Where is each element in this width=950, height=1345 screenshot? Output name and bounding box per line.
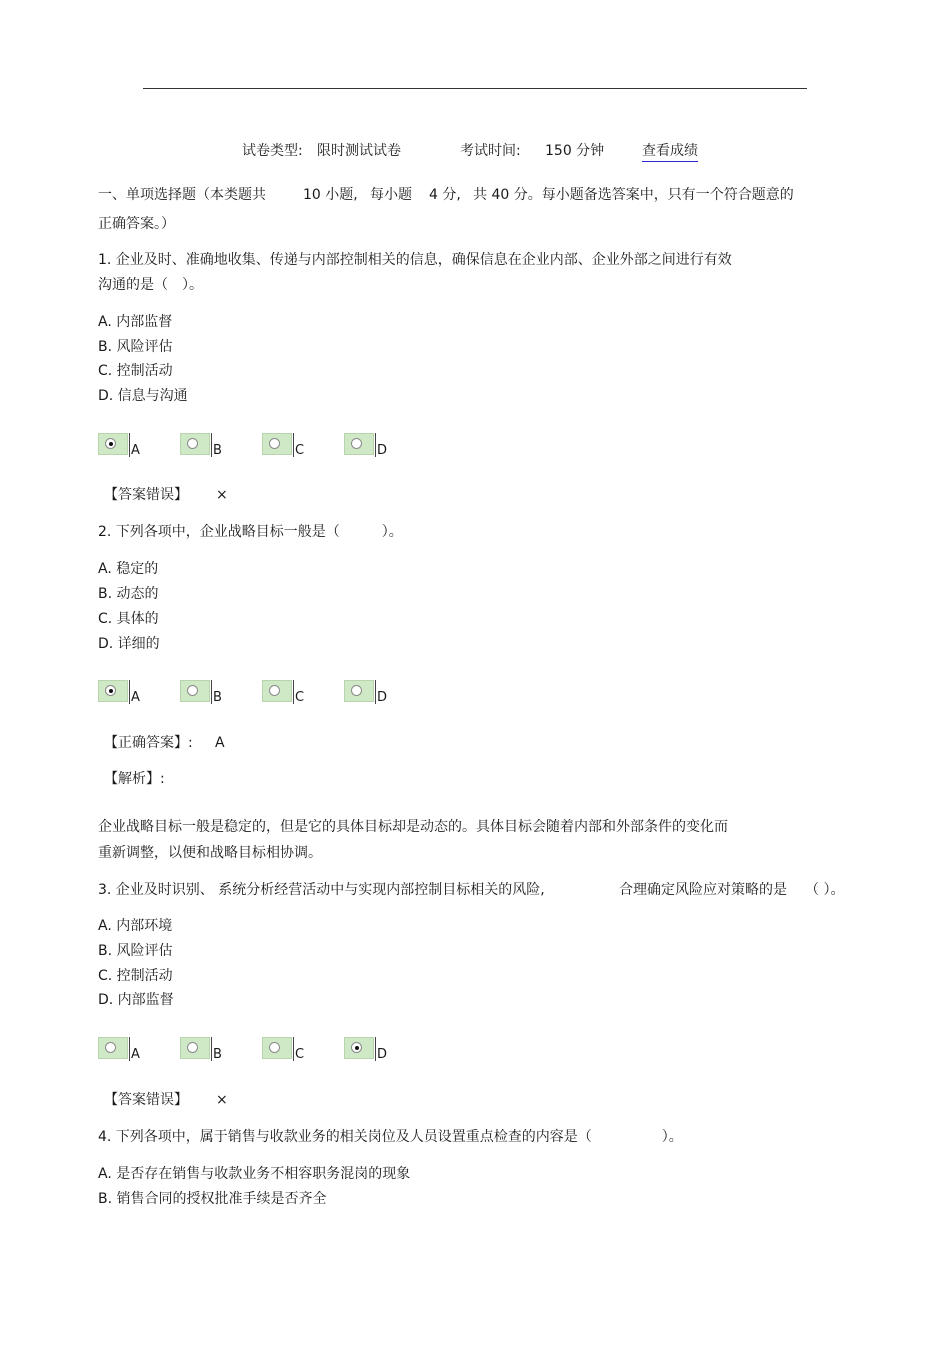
question-3-option-a: A. 内部环境 xyxy=(98,918,173,934)
radio-label-c: C xyxy=(295,1047,305,1062)
radio-separator xyxy=(375,680,376,704)
radio-button-background xyxy=(98,433,128,455)
radio-label-d: D xyxy=(377,690,388,705)
question-3-stem-part3: （ ）。 xyxy=(805,882,845,898)
radio-separator xyxy=(293,1037,294,1061)
question-2-radio-b[interactable] xyxy=(180,680,228,708)
radio-unselected-icon xyxy=(187,685,198,696)
radio-label-a: A xyxy=(131,443,140,458)
paper-type-value: 限时测试试卷 xyxy=(317,143,401,159)
radio-separator xyxy=(375,1037,376,1061)
question-3-stem-part1: 3. 企业及时识别、 系统分析经营活动中与实现内部控制目标相关的风险, xyxy=(98,882,545,898)
radio-selected-icon xyxy=(351,1042,362,1053)
question-2-radio-c[interactable] xyxy=(262,680,310,708)
section-intro-part2: 每小题 xyxy=(370,187,412,203)
exam-time-label: 考试时间: xyxy=(460,143,521,159)
question-2-correct-value: A xyxy=(215,735,225,751)
question-1-option-d: D. 信息与沟通 xyxy=(98,388,188,404)
question-3-option-c: C. 控制活动 xyxy=(98,968,173,984)
question-1-radio-b[interactable] xyxy=(180,433,228,461)
question-1-stem-line2: 沟通的是（ ）。 xyxy=(98,277,203,293)
question-2-option-c: C. 具体的 xyxy=(98,611,159,627)
radio-unselected-icon xyxy=(187,438,198,449)
question-3-wrong-mark: × xyxy=(216,1092,228,1108)
question-3-radio-c[interactable] xyxy=(262,1037,310,1065)
question-2-option-d: D. 详细的 xyxy=(98,636,160,652)
radio-unselected-icon xyxy=(269,685,280,696)
question-3-radio-d[interactable] xyxy=(344,1037,392,1065)
radio-button-background xyxy=(98,680,128,702)
question-3-answer-choices xyxy=(98,1037,418,1065)
radio-separator xyxy=(211,433,212,457)
view-score-link[interactable]: 查看成绩 xyxy=(642,143,698,162)
section-intro-part3: 共 40 分。每小题备选答案中，只有一个符合题意的 xyxy=(473,187,794,203)
question-3-option-b: B. 风险评估 xyxy=(98,943,173,959)
question-1-option-a: A. 内部监督 xyxy=(98,314,173,330)
exam-time-value: 150 分钟 xyxy=(545,143,605,159)
radio-separator xyxy=(211,1037,212,1061)
radio-unselected-icon xyxy=(351,685,362,696)
question-3-option-d: D. 内部监督 xyxy=(98,992,174,1008)
radio-separator xyxy=(293,433,294,457)
radio-dot-icon xyxy=(355,1046,359,1050)
radio-unselected-icon xyxy=(187,1042,198,1053)
radio-label-b: B xyxy=(213,443,222,458)
question-4-stem: 4. 下列各项中，属于销售与收款业务的相关岗位及人员设置重点检查的内容是（ ）。 xyxy=(98,1129,683,1145)
radio-button-background xyxy=(180,680,210,702)
question-3-radio-b[interactable] xyxy=(180,1037,228,1065)
section-intro-part1: 一、单项选择题（本类题共 xyxy=(98,187,266,203)
radio-label-a: A xyxy=(131,1047,140,1062)
radio-button-background xyxy=(180,1037,210,1059)
question-1-radio-a[interactable] xyxy=(98,433,146,461)
question-2-radio-a[interactable] xyxy=(98,680,146,708)
radio-button-background xyxy=(344,1037,374,1059)
radio-button-background xyxy=(262,433,292,455)
radio-button-background xyxy=(262,680,292,702)
question-2-option-b: B. 动态的 xyxy=(98,586,159,602)
radio-button-background xyxy=(344,433,374,455)
question-3-stem-part2: 合理确定风险应对策略的是 xyxy=(619,882,787,898)
question-1-result-label: 【答案错误】 xyxy=(104,487,188,503)
section-points: 4 分, xyxy=(429,187,461,203)
top-divider xyxy=(143,88,807,89)
radio-separator xyxy=(129,433,130,457)
question-1-stem-line1: 1. 企业及时、准确地收集、传递与内部控制相关的信息，确保信息在企业内部、企业外部之间进行有效 xyxy=(98,252,732,268)
question-4-option-b: B. 销售合同的授权批准手续是否齐全 xyxy=(98,1191,327,1207)
question-1-option-c: C. 控制活动 xyxy=(98,363,173,379)
question-2-stem: 2. 下列各项中，企业战略目标一般是（ ）。 xyxy=(98,524,403,540)
radio-button-background xyxy=(262,1037,292,1059)
radio-label-a: A xyxy=(131,690,140,705)
question-1-answer-choices xyxy=(98,433,418,461)
radio-label-c: C xyxy=(295,443,305,458)
question-2-correct-label: 【正确答案】: xyxy=(104,735,193,751)
radio-label-c: C xyxy=(295,690,305,705)
radio-separator xyxy=(129,680,130,704)
radio-selected-icon xyxy=(105,685,116,696)
radio-separator xyxy=(129,1037,130,1061)
question-2-answer-choices xyxy=(98,680,418,708)
radio-dot-icon xyxy=(109,442,113,446)
radio-unselected-icon xyxy=(269,1042,280,1053)
section-intro-line2: 正确答案。） xyxy=(98,216,175,232)
question-1-option-b: B. 风险评估 xyxy=(98,339,173,355)
radio-separator xyxy=(211,680,212,704)
question-2-analysis-label: 【解析】: xyxy=(104,771,165,787)
question-2-analysis-line2: 重新调整，以便和战略目标相协调。 xyxy=(98,845,322,861)
radio-label-d: D xyxy=(377,1047,388,1062)
radio-label-b: B xyxy=(213,1047,222,1062)
radio-button-background xyxy=(98,1037,128,1059)
question-3-radio-a[interactable] xyxy=(98,1037,146,1065)
radio-label-b: B xyxy=(213,690,222,705)
radio-button-background xyxy=(180,433,210,455)
question-3-result-label: 【答案错误】 xyxy=(104,1092,188,1108)
question-1-radio-c[interactable] xyxy=(262,433,310,461)
radio-selected-icon xyxy=(105,438,116,449)
question-2-analysis-line1: 企业战略目标一般是稳定的，但是它的具体目标却是动态的。具体目标会随着内部和外部条件的变化而 xyxy=(98,819,728,835)
radio-separator xyxy=(293,680,294,704)
radio-separator xyxy=(375,433,376,457)
question-1-wrong-mark: × xyxy=(216,487,228,503)
paper-type-label: 试卷类型: xyxy=(242,143,303,159)
question-1-radio-d[interactable] xyxy=(344,433,392,461)
radio-dot-icon xyxy=(109,689,113,693)
question-4-option-a: A. 是否存在销售与收款业务不相容职务混岗的现象 xyxy=(98,1166,411,1182)
radio-label-d: D xyxy=(377,443,388,458)
radio-unselected-icon xyxy=(351,438,362,449)
section-question-count: 10 小题, xyxy=(303,187,358,203)
radio-button-background xyxy=(344,680,374,702)
question-2-radio-d[interactable] xyxy=(344,680,392,708)
radio-unselected-icon xyxy=(269,438,280,449)
question-2-option-a: A. 稳定的 xyxy=(98,561,159,577)
radio-unselected-icon xyxy=(105,1042,116,1053)
